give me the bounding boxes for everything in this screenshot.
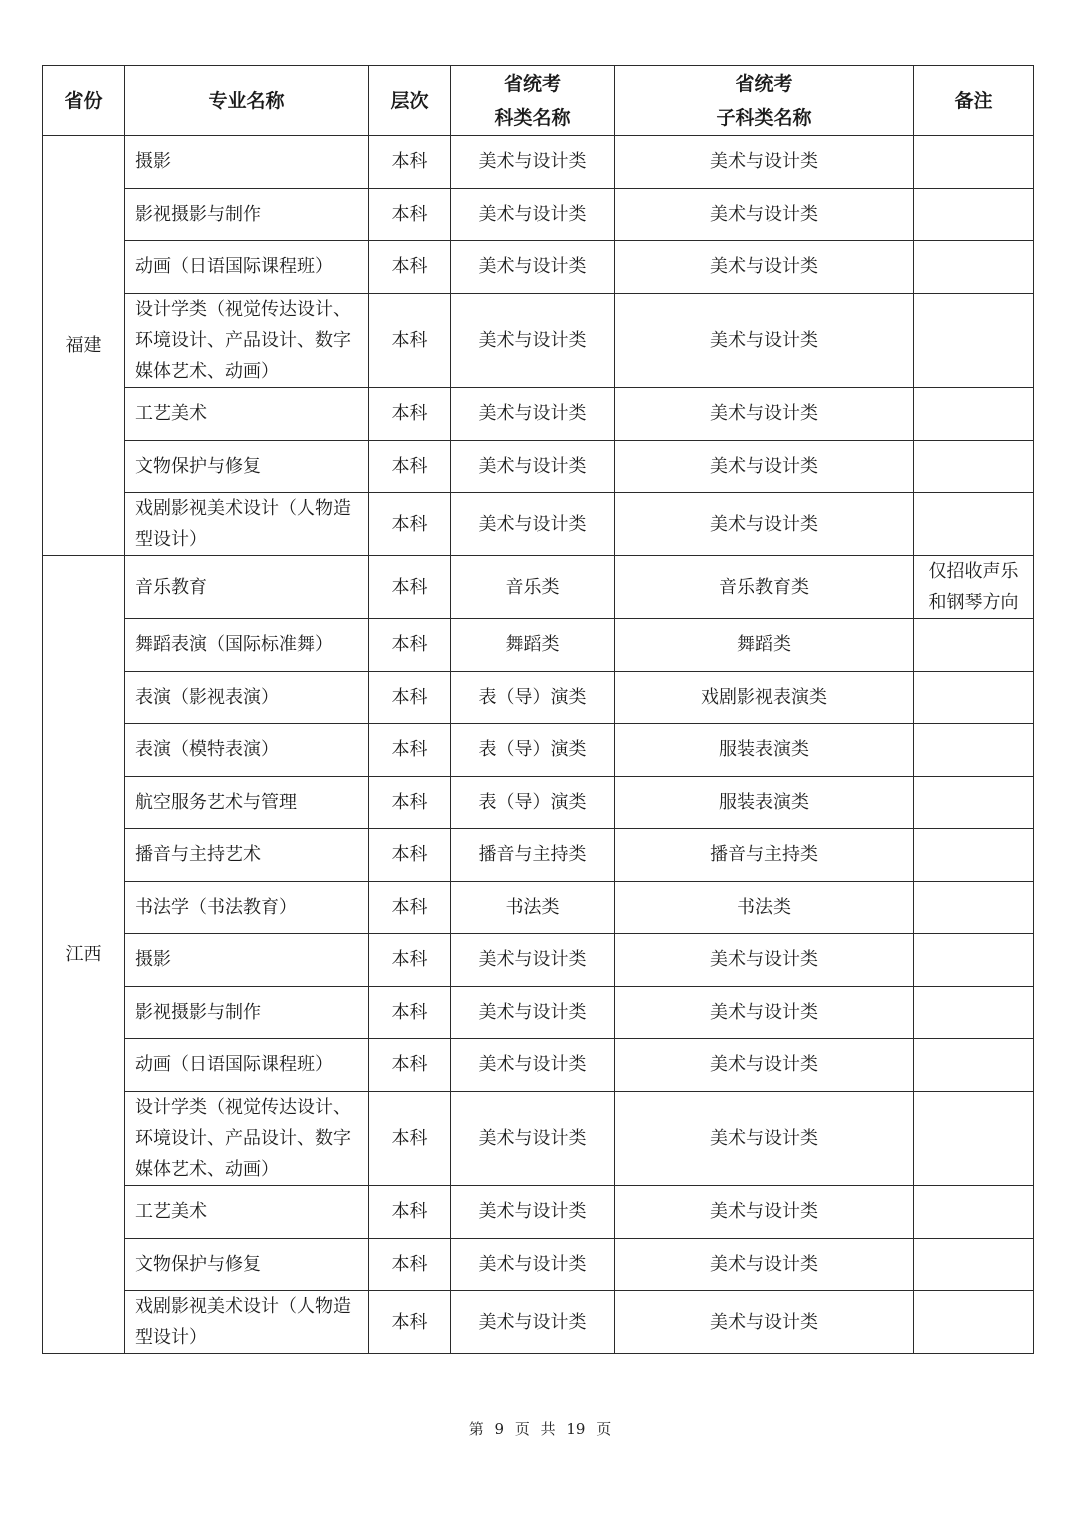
level-cell: 本科 bbox=[369, 241, 451, 294]
level-cell: 本科 bbox=[369, 493, 451, 556]
major-cell: 影视摄影与制作 bbox=[125, 986, 369, 1039]
note-cell bbox=[914, 671, 1034, 724]
table-row bbox=[43, 881, 1034, 934]
subcategory-cell: 播音与主持类 bbox=[615, 829, 914, 882]
major-cell: 动画（日语国际课程班） bbox=[125, 1039, 369, 1092]
note-cell bbox=[914, 776, 1034, 829]
subcategory-cell: 美术与设计类 bbox=[615, 1039, 914, 1092]
note-cell bbox=[914, 724, 1034, 777]
note-cell bbox=[914, 241, 1034, 294]
note-cell bbox=[914, 829, 1034, 882]
category-cell: 美术与设计类 bbox=[451, 1291, 615, 1354]
level-cell: 本科 bbox=[369, 986, 451, 1039]
subcategory-cell: 戏剧影视表演类 bbox=[615, 671, 914, 724]
level-cell: 本科 bbox=[369, 440, 451, 493]
category-cell: 音乐类 bbox=[451, 556, 615, 619]
major-cell: 动画（日语国际课程班） bbox=[125, 241, 369, 294]
note-cell bbox=[914, 293, 1034, 388]
table-row bbox=[43, 619, 1034, 672]
category-cell: 美术与设计类 bbox=[451, 388, 615, 441]
category-cell: 美术与设计类 bbox=[451, 986, 615, 1039]
header-row bbox=[43, 66, 1034, 136]
category-cell: 舞蹈类 bbox=[451, 619, 615, 672]
subcategory-cell: 美术与设计类 bbox=[615, 241, 914, 294]
note-cell bbox=[914, 1238, 1034, 1291]
category-cell: 书法类 bbox=[451, 881, 615, 934]
major-cell: 戏剧影视美术设计（人物造型设计） bbox=[125, 493, 369, 556]
note-cell bbox=[914, 136, 1034, 189]
subcategory-cell: 音乐教育类 bbox=[615, 556, 914, 619]
major-cell: 文物保护与修复 bbox=[125, 440, 369, 493]
note-cell bbox=[914, 1291, 1034, 1354]
header-province: 省份 bbox=[43, 66, 125, 136]
table-row bbox=[43, 1091, 1034, 1186]
level-cell: 本科 bbox=[369, 188, 451, 241]
table-row bbox=[43, 1186, 1034, 1239]
category-cell: 美术与设计类 bbox=[451, 136, 615, 189]
table-row bbox=[43, 493, 1034, 556]
level-cell: 本科 bbox=[369, 724, 451, 777]
note-cell bbox=[914, 493, 1034, 556]
subcategory-cell: 美术与设计类 bbox=[615, 293, 914, 388]
level-cell: 本科 bbox=[369, 388, 451, 441]
table-row bbox=[43, 136, 1034, 189]
major-cell: 文物保护与修复 bbox=[125, 1238, 369, 1291]
major-cell: 设计学类（视觉传达设计、环境设计、产品设计、数字媒体艺术、动画） bbox=[125, 293, 369, 388]
header-subcategory-line1: 省统考 bbox=[735, 72, 793, 95]
category-cell: 美术与设计类 bbox=[451, 241, 615, 294]
level-cell: 本科 bbox=[369, 934, 451, 987]
header-category-line2: 科类名称 bbox=[494, 106, 571, 129]
note-cell: 仅招收声乐和钢琴方向 bbox=[914, 556, 1034, 619]
table-row bbox=[43, 986, 1034, 1039]
subcategory-cell: 服装表演类 bbox=[615, 724, 914, 777]
subcategory-cell: 美术与设计类 bbox=[615, 934, 914, 987]
page-number-footer: 第 9 页 共 19 页 bbox=[468, 1420, 612, 1438]
province-cell: 福建 bbox=[43, 136, 125, 556]
subcategory-cell: 舞蹈类 bbox=[615, 619, 914, 672]
note-cell bbox=[914, 986, 1034, 1039]
category-cell: 美术与设计类 bbox=[451, 1186, 615, 1239]
subcategory-cell: 美术与设计类 bbox=[615, 493, 914, 556]
major-cell: 工艺美术 bbox=[125, 1186, 369, 1239]
category-cell: 表（导）演类 bbox=[451, 724, 615, 777]
category-cell: 表（导）演类 bbox=[451, 671, 615, 724]
category-cell: 美术与设计类 bbox=[451, 1238, 615, 1291]
header-subcategory bbox=[615, 66, 914, 136]
major-cell: 表演（影视表演） bbox=[125, 671, 369, 724]
table-body bbox=[43, 136, 1034, 1354]
level-cell: 本科 bbox=[369, 556, 451, 619]
note-cell bbox=[914, 1039, 1034, 1092]
category-cell: 美术与设计类 bbox=[451, 493, 615, 556]
province-cell: 江西 bbox=[43, 556, 125, 1354]
level-cell: 本科 bbox=[369, 1091, 451, 1186]
table-row bbox=[43, 724, 1034, 777]
level-cell: 本科 bbox=[369, 829, 451, 882]
major-cell: 航空服务艺术与管理 bbox=[125, 776, 369, 829]
major-cell: 表演（模特表演） bbox=[125, 724, 369, 777]
note-cell bbox=[914, 188, 1034, 241]
table-row bbox=[43, 776, 1034, 829]
subcategory-cell: 美术与设计类 bbox=[615, 136, 914, 189]
major-cell: 摄影 bbox=[125, 136, 369, 189]
subcategory-cell: 书法类 bbox=[615, 881, 914, 934]
header-category-line1: 省统考 bbox=[503, 72, 561, 95]
header-category bbox=[451, 66, 615, 136]
subcategory-cell: 美术与设计类 bbox=[615, 1238, 914, 1291]
level-cell: 本科 bbox=[369, 293, 451, 388]
header-major: 专业名称 bbox=[125, 66, 369, 136]
table-row bbox=[43, 1039, 1034, 1092]
major-cell: 音乐教育 bbox=[125, 556, 369, 619]
subcategory-cell: 美术与设计类 bbox=[615, 1186, 914, 1239]
category-cell: 美术与设计类 bbox=[451, 934, 615, 987]
level-cell: 本科 bbox=[369, 776, 451, 829]
level-cell: 本科 bbox=[369, 1186, 451, 1239]
note-cell bbox=[914, 619, 1034, 672]
major-cell: 舞蹈表演（国际标准舞） bbox=[125, 619, 369, 672]
subcategory-cell: 美术与设计类 bbox=[615, 188, 914, 241]
note-cell bbox=[914, 881, 1034, 934]
table-row bbox=[43, 440, 1034, 493]
category-cell: 美术与设计类 bbox=[451, 188, 615, 241]
note-cell bbox=[914, 440, 1034, 493]
table-row bbox=[43, 388, 1034, 441]
subcategory-cell: 美术与设计类 bbox=[615, 440, 914, 493]
category-cell: 播音与主持类 bbox=[451, 829, 615, 882]
table-row bbox=[43, 1238, 1034, 1291]
header-level: 层次 bbox=[369, 66, 451, 136]
note-cell bbox=[914, 388, 1034, 441]
category-cell: 美术与设计类 bbox=[451, 1091, 615, 1186]
table-row bbox=[43, 293, 1034, 388]
major-cell: 戏剧影视美术设计（人物造型设计） bbox=[125, 1291, 369, 1354]
header-note: 备注 bbox=[914, 66, 1034, 136]
category-cell: 美术与设计类 bbox=[451, 293, 615, 388]
subcategory-cell: 美术与设计类 bbox=[615, 388, 914, 441]
level-cell: 本科 bbox=[369, 136, 451, 189]
level-cell: 本科 bbox=[369, 881, 451, 934]
table-row bbox=[43, 241, 1034, 294]
table-row bbox=[43, 556, 1034, 619]
subcategory-cell: 美术与设计类 bbox=[615, 986, 914, 1039]
note-cell bbox=[914, 1091, 1034, 1186]
category-cell: 美术与设计类 bbox=[451, 1039, 615, 1092]
major-cell: 设计学类（视觉传达设计、环境设计、产品设计、数字媒体艺术、动画） bbox=[125, 1091, 369, 1186]
level-cell: 本科 bbox=[369, 619, 451, 672]
subcategory-cell: 美术与设计类 bbox=[615, 1291, 914, 1354]
subcategory-cell: 美术与设计类 bbox=[615, 1091, 914, 1186]
majors-table bbox=[42, 65, 1034, 1354]
major-cell: 播音与主持艺术 bbox=[125, 829, 369, 882]
level-cell: 本科 bbox=[369, 1039, 451, 1092]
major-cell: 书法学（书法教育） bbox=[125, 881, 369, 934]
category-cell: 美术与设计类 bbox=[451, 440, 615, 493]
major-cell: 工艺美术 bbox=[125, 388, 369, 441]
header-subcategory-line2: 子科类名称 bbox=[716, 106, 812, 129]
table-row bbox=[43, 1291, 1034, 1354]
major-cell: 影视摄影与制作 bbox=[125, 188, 369, 241]
table-row bbox=[43, 829, 1034, 882]
level-cell: 本科 bbox=[369, 671, 451, 724]
table-row bbox=[43, 934, 1034, 987]
level-cell: 本科 bbox=[369, 1238, 451, 1291]
note-cell bbox=[914, 934, 1034, 987]
note-cell bbox=[914, 1186, 1034, 1239]
table-row bbox=[43, 188, 1034, 241]
level-cell: 本科 bbox=[369, 1291, 451, 1354]
major-cell: 摄影 bbox=[125, 934, 369, 987]
table-row bbox=[43, 671, 1034, 724]
category-cell: 表（导）演类 bbox=[451, 776, 615, 829]
subcategory-cell: 服装表演类 bbox=[615, 776, 914, 829]
